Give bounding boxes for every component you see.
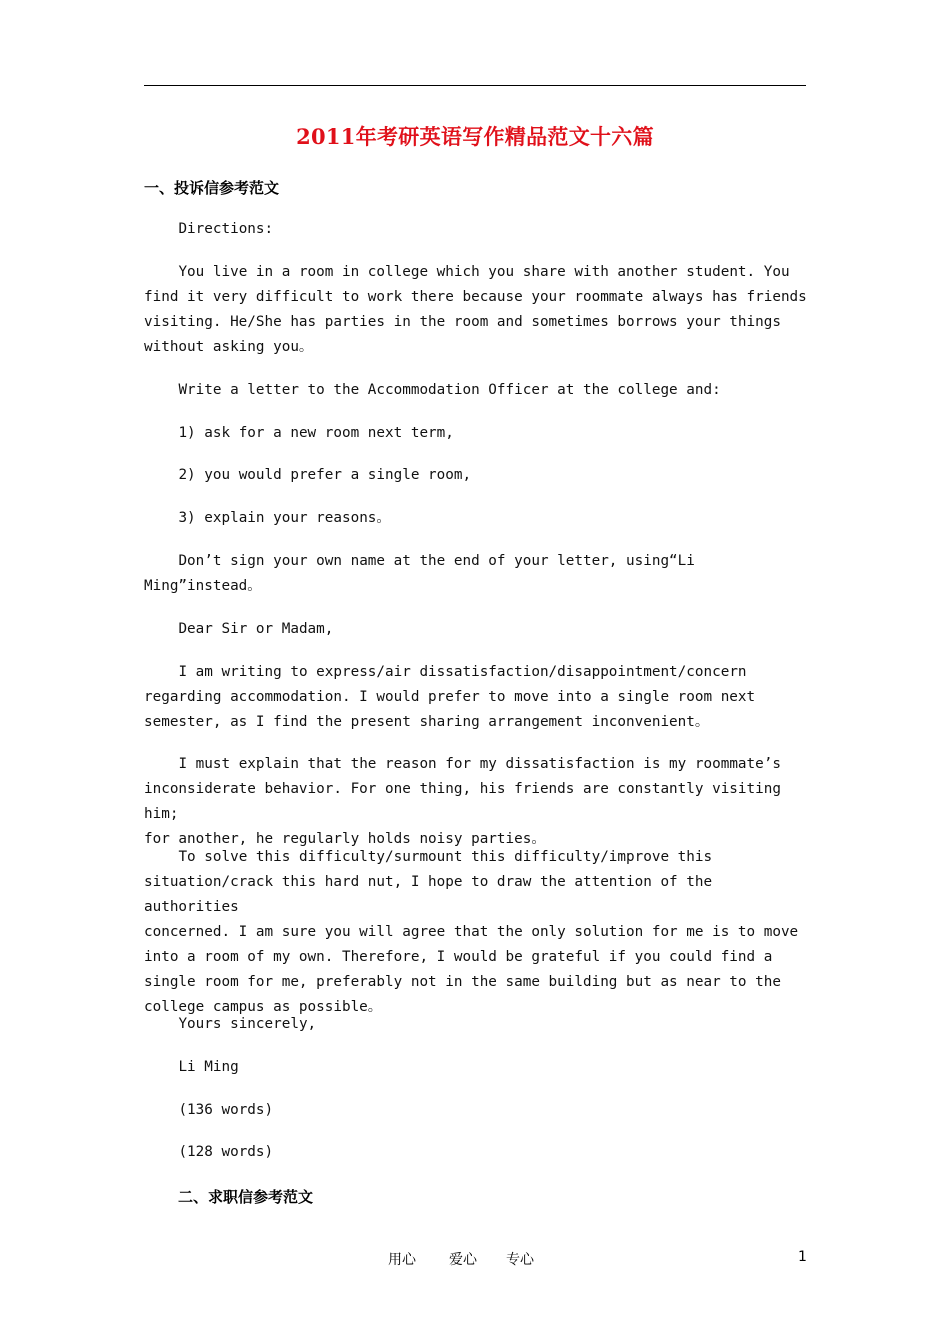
list-item-2: 2) you would prefer a single room, <box>144 467 472 483</box>
section-heading-job-letter: 二、求职信参考范文 <box>178 1188 314 1206</box>
section-heading-complaint-letter: 一、投诉信参考范文 <box>144 179 280 197</box>
document-title: 2011年考研英语写作精品范文十六篇 <box>296 124 654 149</box>
paragraph-situation: You live in a room in college which you share with another student. You find it very difficult to work there because your roommate always has friends visiting. He/She has parties in the room and sometimes borrows your things without asking you。 <box>144 264 807 355</box>
paragraph-signature-note: Don’t sign your own name at the end of your letter, using“Li Ming”instead。 <box>144 553 695 594</box>
header-rule <box>144 85 806 86</box>
letter-signature: Li Ming <box>144 1059 239 1075</box>
letter-paragraph-3: To solve this difficulty/surmount this difficulty/improve this situation/crack this hard nut, I hope to draw the attention of the authorities concerned. I am sure you will agree that the only solution for me is to move into a room of my own. Therefore, I would be grateful if you could find a single room for me, preferably not in the same building but as near to the college campus as possible。 <box>144 849 799 1015</box>
list-item-1: 1) ask for a new room next term, <box>144 425 454 441</box>
page-number: 1 <box>798 1249 807 1265</box>
word-count-2: (128 words) <box>144 1144 274 1160</box>
letter-paragraph-1: I am writing to express/air dissatisfaction/disappointment/concern regarding accommodation. I would prefer to move into a single room next semester, as I find the present sharing arrangement inconvenient。 <box>144 664 756 730</box>
paragraph-instruction: Write a letter to the Accommodation Officer at the college and: <box>144 382 721 398</box>
letter-closing: Yours sincerely, <box>144 1016 317 1032</box>
footer-motto-1: 用心 <box>388 1252 416 1268</box>
footer-motto-2: 爱心 <box>449 1252 477 1268</box>
footer-motto-3: 专心 <box>506 1252 534 1268</box>
paragraph-directions: Directions: <box>144 221 274 237</box>
letter-paragraph-2: I must explain that the reason for my dissatisfaction is my roommate’s inconsiderate behavior. For one thing, his friends are constantly visiting him; for another, he regularly holds noisy parties。 <box>144 756 781 847</box>
list-item-3: 3) explain your reasons。 <box>144 510 391 526</box>
word-count-1: (136 words) <box>144 1102 274 1118</box>
letter-salutation: Dear Sir or Madam, <box>144 621 334 637</box>
